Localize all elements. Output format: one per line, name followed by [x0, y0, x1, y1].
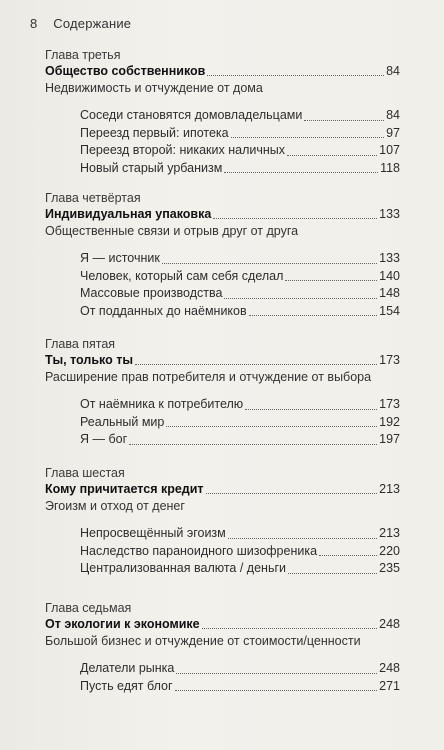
section-row [80, 525, 400, 543]
leader-dots [245, 409, 377, 410]
leader-dots [304, 120, 384, 121]
section-title: От подданных до наёмников [80, 303, 247, 318]
chapter-title: Кому причитается кредит [45, 482, 204, 496]
chapter-title: От экологии к экономике [45, 617, 200, 631]
chapter-subtitle: Расширение прав потребителя и отчуждение от выбора [45, 370, 372, 384]
section-title: Человек, который сам себя сделал [80, 268, 284, 283]
leader-dots [162, 263, 377, 264]
leader-dots [319, 555, 377, 556]
section-title: Массовые производства [80, 286, 223, 300]
section-page: 173 [379, 397, 400, 411]
chapter-4 [45, 190, 400, 320]
leader-dots [213, 218, 377, 219]
chapter-subtitle: Эгоизм и отход от денег [45, 499, 185, 513]
section-title: Новый старый урбанизм [80, 160, 223, 175]
section-title: Соседи становятся домовладельцами [80, 108, 303, 122]
leader-dots [176, 673, 377, 674]
section-page: 148 [379, 286, 400, 300]
chapter-label: Глава третья [45, 48, 121, 62]
leader-dots [207, 75, 384, 76]
section-row [80, 268, 400, 286]
chapter-page: 84 [386, 64, 400, 78]
chapter-label: Глава шестая [45, 466, 125, 480]
leader-dots [224, 172, 378, 173]
leader-dots [166, 426, 377, 427]
section-list [80, 525, 400, 578]
leader-dots [231, 137, 384, 138]
section-title: Делатели рынка [80, 661, 175, 675]
leader-dots [129, 444, 377, 445]
chapter-title: Общество собственников [45, 64, 206, 78]
section-row [80, 250, 400, 268]
section-list [80, 250, 400, 320]
section-row [80, 660, 400, 678]
section-row [80, 142, 400, 160]
chapter-label: Глава седьмая [45, 601, 132, 615]
section-page: 107 [379, 143, 400, 157]
chapter-subtitle: Большой бизнес и отчуждение от стоимости/ценности [45, 634, 361, 648]
section-page: 118 [380, 160, 400, 175]
section-title: Я — источник [80, 251, 160, 265]
chapter-title: Ты, только ты [45, 353, 133, 367]
section-page: 213 [379, 526, 400, 540]
section-title: Пусть едят блог [80, 678, 173, 693]
chapter-title-row [45, 206, 400, 223]
section-page: 197 [379, 432, 400, 446]
chapter-title: Индивидуальная упаковка [45, 207, 212, 221]
chapter-title-row [45, 481, 400, 498]
leader-dots [288, 573, 377, 574]
leader-dots [249, 315, 378, 316]
section-title: Централизованная валюта / деньги [80, 561, 287, 575]
section-list [80, 396, 400, 449]
section-list [80, 660, 400, 695]
section-title: Переезд второй: никаких наличных [80, 143, 286, 157]
chapter-5 [45, 336, 400, 449]
chapter-subtitle: Общественные связи и отрыв друг от друга [45, 224, 299, 238]
chapter-page: 133 [379, 207, 400, 221]
chapter-title-row [45, 352, 400, 369]
leader-dots [175, 690, 378, 691]
leader-dots [228, 538, 377, 539]
page-header [30, 16, 131, 31]
leader-dots [285, 280, 377, 281]
section-page: 235 [379, 561, 400, 575]
section-row [80, 125, 400, 143]
leader-dots [135, 364, 377, 365]
leader-dots [202, 628, 378, 629]
section-page: 84 [386, 108, 400, 122]
chapter-label: Глава четвёртая [45, 191, 141, 205]
chapter-title-row [45, 63, 400, 80]
chapter-7 [45, 600, 400, 695]
chapter-title-row [45, 616, 400, 633]
section-row [80, 678, 400, 696]
section-page: 192 [379, 414, 400, 429]
section-list [80, 107, 400, 177]
section-row [80, 303, 400, 321]
section-page: 154 [379, 303, 400, 318]
section-row [80, 396, 400, 414]
chapter-subtitle: Недвижимость и отчуждение от дома [45, 81, 263, 95]
chapter-6 [45, 465, 400, 578]
page-number: 8 [30, 16, 38, 31]
chapter-page: 213 [379, 482, 400, 496]
section-row [80, 543, 400, 561]
section-page: 140 [379, 268, 400, 283]
section-page: 133 [379, 251, 400, 265]
running-title: Содержание [53, 16, 132, 31]
chapter-page: 248 [379, 617, 400, 631]
section-row [80, 160, 400, 178]
section-title: Переезд первый: ипотека [80, 125, 229, 140]
section-title: От наёмника к потребителю [80, 397, 244, 411]
leader-dots [224, 298, 377, 299]
section-row [80, 107, 400, 125]
leader-dots [287, 155, 377, 156]
chapter-3 [45, 47, 400, 177]
section-page: 97 [386, 125, 400, 140]
section-page: 220 [379, 543, 400, 558]
section-page: 248 [379, 661, 400, 675]
section-row [80, 414, 400, 432]
chapter-label: Глава пятая [45, 337, 116, 351]
section-row [80, 560, 400, 578]
section-title: Реальный мир [80, 414, 165, 429]
section-row [80, 431, 400, 449]
leader-dots [206, 493, 378, 494]
chapter-page: 173 [379, 353, 400, 367]
section-page: 271 [379, 678, 400, 693]
section-row [80, 285, 400, 303]
section-title: Я — бог [80, 432, 128, 446]
section-title: Непросвещённый эгоизм [80, 526, 226, 540]
section-title: Наследство параноидного шизофреника [80, 543, 318, 558]
